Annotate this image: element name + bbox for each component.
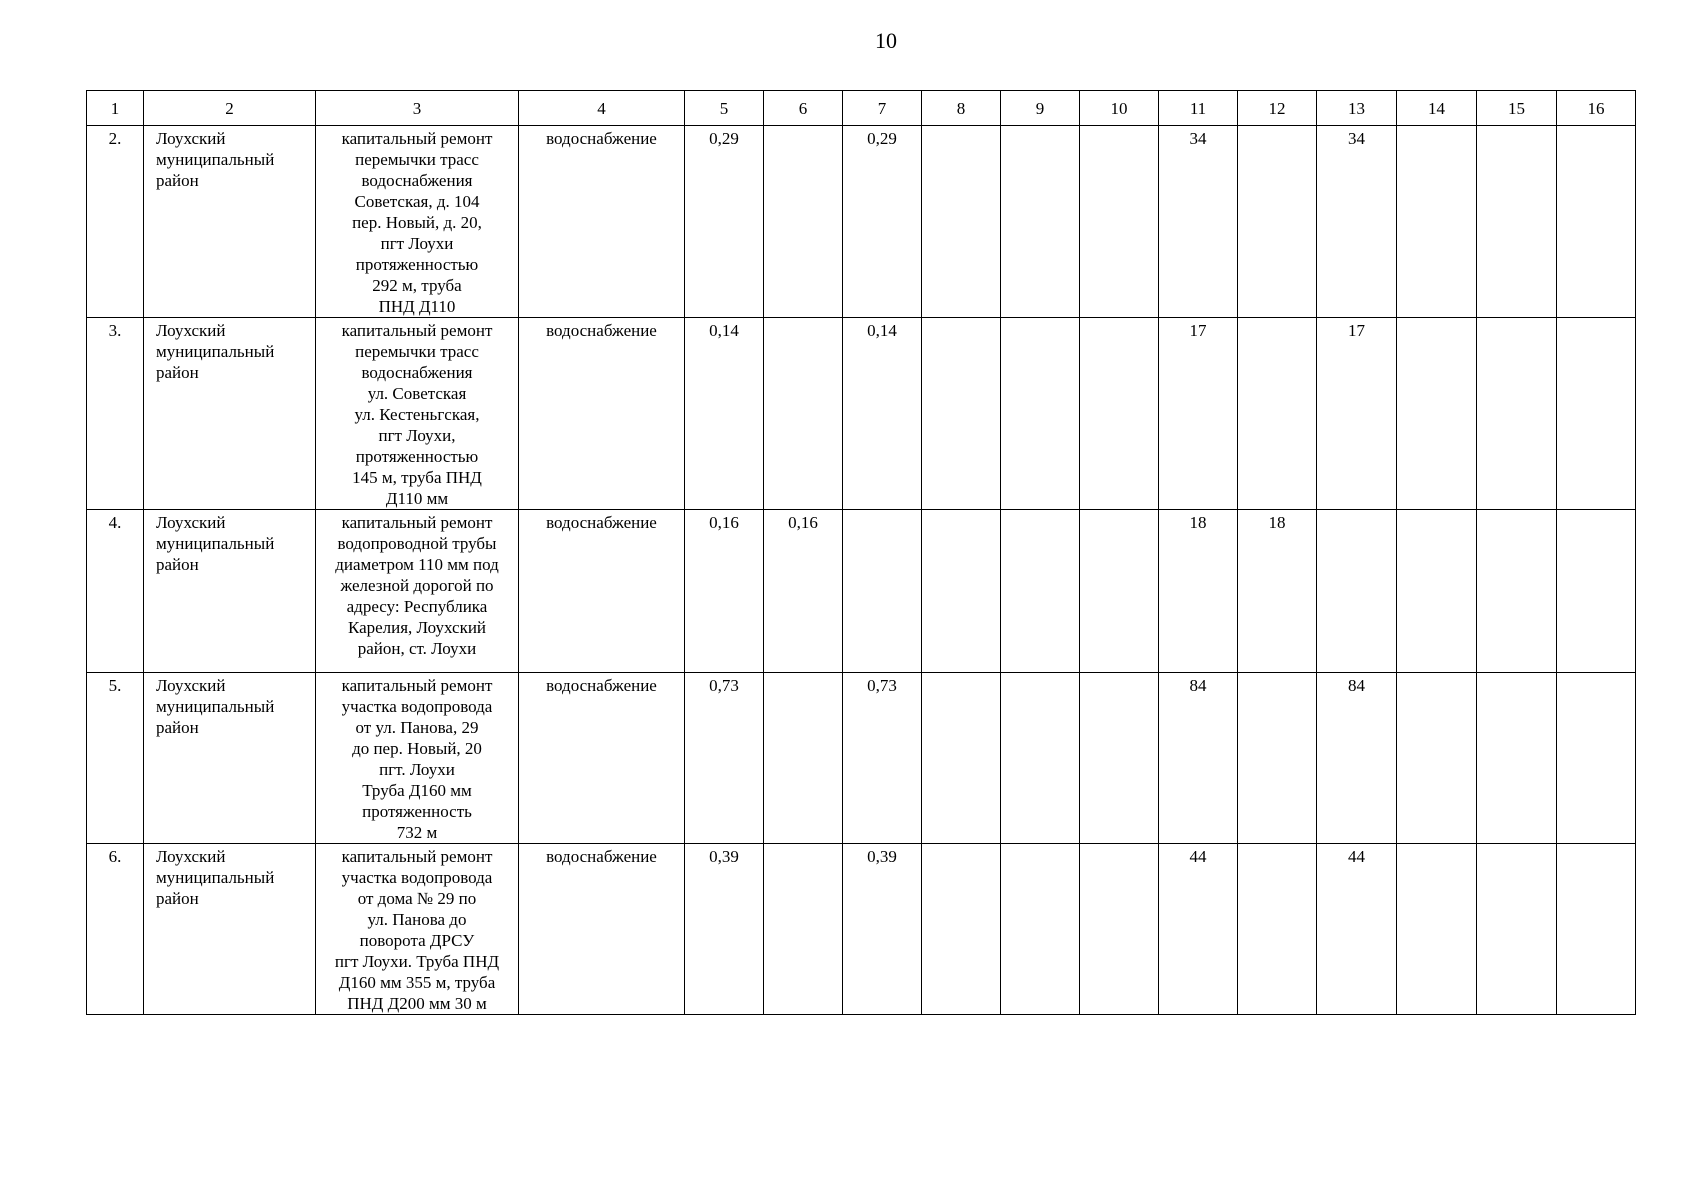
table-row [87, 318, 1636, 510]
value-cell-14 [1397, 844, 1477, 1015]
value-cell-8 [922, 318, 1001, 510]
table-row [87, 126, 1636, 318]
district-cell [144, 844, 316, 1015]
value-cell-7 [843, 510, 922, 673]
value-cell-7: 0,73 [843, 673, 922, 844]
district-text: Лоухский муниципальный район [156, 321, 275, 382]
column-header: 15 [1477, 91, 1557, 126]
object-cell [316, 510, 519, 673]
row-number-cell: 2. [87, 126, 144, 318]
value-cell-8 [922, 126, 1001, 318]
value-cell-14 [1397, 673, 1477, 844]
value-cell-12 [1238, 126, 1317, 318]
value-cell-5: 0,39 [685, 844, 764, 1015]
table-row [87, 844, 1636, 1015]
value-cell-12 [1238, 318, 1317, 510]
object-cell [316, 318, 519, 510]
value-cell-8 [922, 510, 1001, 673]
value-cell-9 [1001, 673, 1080, 844]
value-cell-6 [764, 126, 843, 318]
value-cell-14 [1397, 318, 1477, 510]
column-header: 3 [316, 91, 519, 126]
object-text: капитальный ремонт участка водопровода от ул. Панова, 29 до пер. Новый, 20 пгт. Лоухи Труба Д160 мм протяженность 732 м [341, 676, 493, 842]
value-cell-11: 84 [1159, 673, 1238, 844]
value-cell-12 [1238, 673, 1317, 844]
value-cell-10 [1080, 318, 1159, 510]
type-cell: водоснабжение [519, 126, 685, 318]
value-cell-14 [1397, 510, 1477, 673]
value-cell-15 [1477, 318, 1557, 510]
column-header: 14 [1397, 91, 1477, 126]
value-cell-5: 0,14 [685, 318, 764, 510]
value-cell-13: 84 [1317, 673, 1397, 844]
column-header: 7 [843, 91, 922, 126]
table-row [87, 510, 1636, 673]
value-cell-8 [922, 844, 1001, 1015]
district-cell [144, 318, 316, 510]
header-row [87, 91, 1636, 126]
column-header: 16 [1557, 91, 1636, 126]
value-cell-13: 17 [1317, 318, 1397, 510]
data-table [86, 90, 1636, 1015]
value-cell-7: 0,39 [843, 844, 922, 1015]
value-cell-14 [1397, 126, 1477, 318]
table-row [87, 673, 1636, 844]
value-cell-15 [1477, 673, 1557, 844]
column-header: 5 [685, 91, 764, 126]
district-text: Лоухский муниципальный район [156, 847, 275, 908]
value-cell-15 [1477, 126, 1557, 318]
value-cell-12: 18 [1238, 510, 1317, 673]
column-header: 11 [1159, 91, 1238, 126]
value-cell-15 [1477, 844, 1557, 1015]
column-header: 12 [1238, 91, 1317, 126]
column-header: 8 [922, 91, 1001, 126]
value-cell-9 [1001, 318, 1080, 510]
value-cell-9 [1001, 844, 1080, 1015]
value-cell-13: 44 [1317, 844, 1397, 1015]
column-header: 10 [1080, 91, 1159, 126]
column-header: 9 [1001, 91, 1080, 126]
value-cell-8 [922, 673, 1001, 844]
value-cell-6 [764, 673, 843, 844]
value-cell-10 [1080, 510, 1159, 673]
row-number-cell: 5. [87, 673, 144, 844]
type-cell: водоснабжение [519, 673, 685, 844]
value-cell-11: 18 [1159, 510, 1238, 673]
district-text: Лоухский муниципальный район [156, 676, 275, 737]
value-cell-5: 0,29 [685, 126, 764, 318]
page-number: 10 [875, 28, 897, 53]
value-cell-13 [1317, 510, 1397, 673]
district-text: Лоухский муниципальный район [156, 129, 275, 190]
value-cell-16 [1557, 510, 1636, 673]
object-cell [316, 673, 519, 844]
object-cell [316, 844, 519, 1015]
object-cell [316, 126, 519, 318]
column-header: 6 [764, 91, 843, 126]
value-cell-16 [1557, 126, 1636, 318]
column-header: 2 [144, 91, 316, 126]
value-cell-6 [764, 318, 843, 510]
value-cell-10 [1080, 126, 1159, 318]
district-cell [144, 673, 316, 844]
district-cell [144, 510, 316, 673]
object-text: капитальный ремонт участка водопровода от дома № 29 по ул. Панова до поворота ДРСУ пгт Лоухи. Труба ПНД Д160 мм 355 м, труба ПНД Д200 мм 30 м [334, 847, 500, 1013]
value-cell-16 [1557, 318, 1636, 510]
value-cell-6 [764, 844, 843, 1015]
type-cell: водоснабжение [519, 318, 685, 510]
column-header: 4 [519, 91, 685, 126]
row-number-cell: 4. [87, 510, 144, 673]
district-text: Лоухский муниципальный район [156, 513, 275, 574]
value-cell-9 [1001, 126, 1080, 318]
value-cell-9 [1001, 510, 1080, 673]
row-number-cell: 3. [87, 318, 144, 510]
value-cell-12 [1238, 844, 1317, 1015]
value-cell-15 [1477, 510, 1557, 673]
district-cell [144, 126, 316, 318]
value-cell-10 [1080, 844, 1159, 1015]
value-cell-13: 34 [1317, 126, 1397, 318]
value-cell-11: 17 [1159, 318, 1238, 510]
value-cell-7: 0,29 [843, 126, 922, 318]
value-cell-11: 44 [1159, 844, 1238, 1015]
value-cell-16 [1557, 673, 1636, 844]
object-text: капитальный ремонт водопроводной трубы диаметром 110 мм под железной дорогой по адресу: Республика Карелия, Лоухский район, ст. Лоухи [335, 513, 499, 658]
value-cell-5: 0,73 [685, 673, 764, 844]
column-header: 1 [87, 91, 144, 126]
value-cell-11: 34 [1159, 126, 1238, 318]
object-text: капитальный ремонт перемычки трасс водоснабжения ул. Советская ул. Кестеньгская, пгт Лоухи, протяженностью 145 м, труба ПНД Д110 мм [341, 321, 493, 508]
value-cell-10 [1080, 673, 1159, 844]
type-cell: водоснабжение [519, 510, 685, 673]
object-text: капитальный ремонт перемычки трасс водоснабжения Советская, д. 104 пер. Новый, д. 20, пгт Лоухи протяженностью 292 м, труба ПНД Д110 [341, 129, 493, 316]
value-cell-6: 0,16 [764, 510, 843, 673]
value-cell-7: 0,14 [843, 318, 922, 510]
column-header: 13 [1317, 91, 1397, 126]
type-cell: водоснабжение [519, 844, 685, 1015]
value-cell-16 [1557, 844, 1636, 1015]
value-cell-5: 0,16 [685, 510, 764, 673]
row-number-cell: 6. [87, 844, 144, 1015]
